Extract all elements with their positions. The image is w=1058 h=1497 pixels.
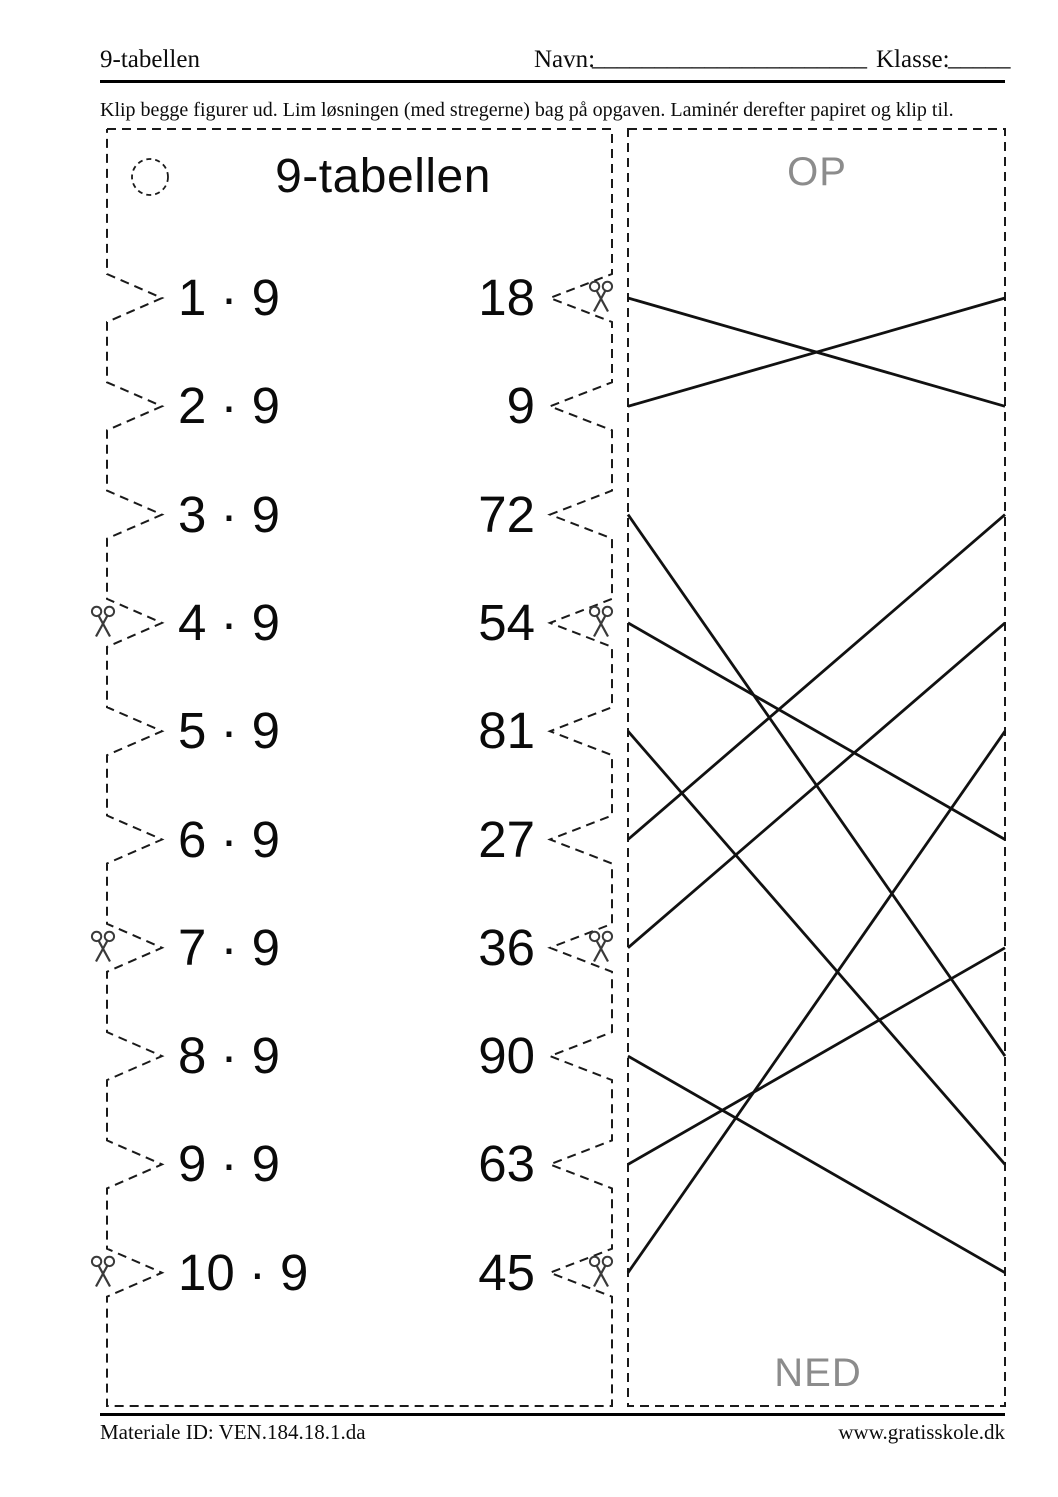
scissors-icon: [89, 604, 117, 646]
solution-line: [628, 298, 1005, 406]
solution-bottom-label: NED: [774, 1351, 862, 1395]
answer-text: 27: [478, 810, 535, 868]
solution-sheet-border: [628, 129, 1005, 1406]
scissors-icon: [587, 279, 615, 321]
material-id-text: Materiale ID: VEN.184.18.1.da: [100, 1420, 366, 1444]
website-text: www.gratisskole.dk: [838, 1420, 1005, 1444]
problem-text: 10 · 9: [178, 1243, 309, 1301]
answer-text: 63: [478, 1135, 535, 1193]
solution-line: [628, 948, 1005, 1165]
answer-text: 45: [478, 1243, 535, 1301]
problem-text: 2 · 9: [178, 377, 281, 435]
name-write-line: ______________________: [592, 44, 867, 71]
footer-divider: [100, 1413, 1005, 1416]
class-label: Klasse:: [876, 46, 950, 73]
problem-text: 5 · 9: [178, 702, 281, 760]
answer-text: 18: [478, 269, 535, 326]
page-title: 9-tabellen: [100, 46, 200, 73]
name-label: Navn:: [534, 46, 596, 73]
solution-line: [628, 515, 1005, 840]
answer-text: 54: [478, 593, 535, 651]
solution-line: [628, 623, 1005, 840]
solution-line: [628, 515, 1005, 1057]
cut-sheet-title: 9-tabellen: [275, 150, 491, 203]
solution-line: [628, 298, 1005, 406]
problem-text: 9 · 9: [178, 1135, 281, 1193]
solution-line: [628, 731, 1005, 1164]
scissors-icon: [89, 929, 117, 971]
instruction-text: Klip begge figurer ud. Lim løsningen (med stregerne) bag på opgaven. Laminér derefter papiret og klip til.: [100, 99, 954, 121]
answer-text: 81: [478, 702, 535, 760]
problem-text: 7 · 9: [178, 918, 281, 976]
punch-hole-circle: [132, 159, 168, 195]
problem-text: 6 · 9: [178, 810, 281, 868]
answer-text: 90: [478, 1027, 535, 1085]
solution-line: [628, 623, 1005, 948]
problem-text: 1 · 9: [178, 269, 281, 326]
solution-line: [628, 731, 1005, 1272]
problem-text: 3 · 9: [178, 485, 281, 543]
scissors-icon: [89, 1254, 117, 1296]
header-divider: [100, 80, 1005, 83]
solution-top-label: OP: [787, 150, 847, 194]
class-write-line: _____: [948, 44, 1011, 71]
problem-text: 4 · 9: [178, 593, 281, 651]
answer-text: 72: [478, 485, 535, 543]
answer-text: 36: [478, 918, 535, 976]
answer-text: 9: [506, 377, 535, 435]
scissors-icon: [587, 604, 615, 646]
scissors-icon: [587, 929, 615, 971]
problem-text: 8 · 9: [178, 1027, 281, 1085]
solution-line: [628, 1056, 1005, 1273]
scissors-icon: [587, 1254, 615, 1296]
